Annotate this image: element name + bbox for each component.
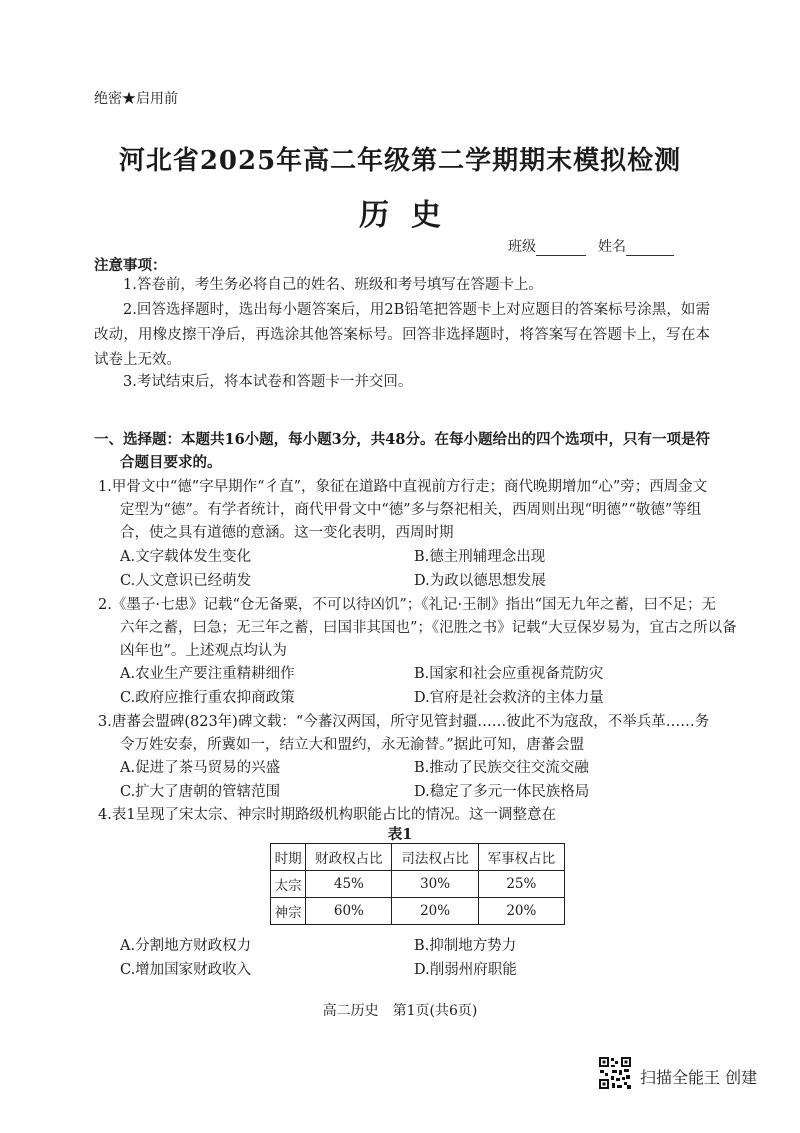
table-header-cell: 时期 <box>271 844 306 871</box>
question-2-option-d: D.官府是社会救济的主体力量 <box>414 690 604 706</box>
class-label: 班级 <box>508 239 536 255</box>
notice-item: 2.回答选择题时，选出每小题答案后，用2B铅笔把答题卡上对应题目的答案标号涂黑，如需改动，用橡皮擦干净后，再选涂其他答案标号。回答非选择题时，将答案写在答题卡上，写在本试卷上无效。 <box>94 302 710 368</box>
question-2-stem: 2.《墨子·七患》记载“仓无备粟，不可以待凶饥”；《礼记·王制》指出“国无九年之蓄，曰不足；无 <box>98 597 717 613</box>
name-blank <box>626 241 674 256</box>
question-1-stem: 1.甲骨文中“德”字早期作“彳直”，象征在道路中直视前方行走；商代晚期增加“心”旁；西周金文 <box>98 479 708 495</box>
qr-code-icon <box>598 1056 632 1090</box>
question-1-option-b: B.德主刑辅理念出现 <box>414 549 546 565</box>
question-2-stem: 六年之蓄，曰急；无三年之蓄，曰国非其国也”；《氾胜之书》记载“大豆保岁易为，宜古之所以备 <box>120 620 737 636</box>
table-row <box>271 871 565 898</box>
qr-code-graphic <box>598 1056 632 1090</box>
table-cell: 太宗 <box>271 871 306 898</box>
question-2-option-a: A.农业生产要注重精耕细作 <box>120 666 295 682</box>
page-footer: 高二历史 第1页(共6页) <box>322 1003 478 1019</box>
table-cell: 25% <box>478 871 564 898</box>
table-caption: 表1 <box>387 826 413 843</box>
subject-title: 历史 <box>359 198 463 233</box>
table-cell: 60% <box>306 898 392 925</box>
question-1-stem: 定型为“德”。有学者统计，商代甲骨文中“德”多与祭祀相关，西周则出现“明德”“敬德”等组 <box>120 502 702 518</box>
class-blank <box>536 241 586 256</box>
question-3-option-b: B.推动了民族交往交流交融 <box>414 760 589 776</box>
name-label: 姓名 <box>598 239 626 255</box>
question-2-option-b: B.国家和社会应重视备荒防灾 <box>414 666 604 682</box>
question-3-option-a: A.促进了茶马贸易的兴盛 <box>120 760 281 776</box>
table-cell: 神宗 <box>271 898 306 925</box>
class-field <box>508 236 586 256</box>
scanner-watermark: 扫描全能王 创建 <box>640 1068 758 1087</box>
section-heading-cont: 合题目要求的。 <box>120 454 222 471</box>
data-table <box>270 843 565 925</box>
question-1-stem: 合，使之具有道德的意涵。这一变化表明，西周时期 <box>120 525 454 541</box>
notice-heading: 注意事项： <box>94 257 167 274</box>
confidential-label: 绝密★启用前 <box>94 91 178 107</box>
question-2-stem: 凶年也”。上述观点均认为 <box>120 643 287 659</box>
question-4-option-a: A.分割地方财政权力 <box>120 938 252 954</box>
table-header-row <box>271 844 565 871</box>
exam-title: 河北省2025年高二年级第二学期期末模拟检测 <box>118 146 682 176</box>
question-1-option-c: C.人文意识已经萌发 <box>120 573 252 589</box>
table-cell: 20% <box>478 898 564 925</box>
question-3-stem: 令万姓安泰，所冀如一，结立大和盟约，永无渝替。”据此可知，唐蕃会盟 <box>120 737 585 753</box>
question-3-option-c: C.扩大了唐朝的管辖范围 <box>120 784 281 800</box>
table-cell: 45% <box>306 871 392 898</box>
question-1-option-a: A.文字载体发生变化 <box>120 549 252 565</box>
question-3-option-d: D.稳定了多元一体民族格局 <box>414 784 590 800</box>
name-field <box>598 236 674 256</box>
table-header-cell: 财政权占比 <box>306 844 392 871</box>
question-2-option-c: C.政府应推行重农抑商政策 <box>120 690 295 706</box>
section-heading: 一、选择题：本题共16小题，每小题3分，共48分。在每小题给出的四个选项中，只有一项是符 <box>94 431 710 448</box>
question-1-option-d: D.为政以德思想发展 <box>414 573 546 589</box>
table-header-cell: 司法权占比 <box>392 844 478 871</box>
question-4-option-c: C.增加国家财政收入 <box>120 962 252 978</box>
question-4-option-b: B.抑制地方势力 <box>414 938 517 954</box>
notice-item: 1.答卷前，考生务必将自己的姓名、班级和考号填写在答题卡上。 <box>123 277 543 293</box>
table-cell: 20% <box>392 898 478 925</box>
question-4-option-d: D.削弱州府职能 <box>414 962 517 978</box>
question-3-stem: 3.唐蕃会盟碑(823年)碑文载：“今蕃汉两国，所守见管封疆……彼此不为寇敌，不举兵革……务 <box>98 714 710 730</box>
notice-item: 3.考试结束后，将本试卷和答题卡一并交回。 <box>123 374 413 390</box>
table-header-cell: 军事权占比 <box>478 844 564 871</box>
table-row <box>271 898 565 925</box>
question-4-stem: 4.表1呈现了宋太宗、神宗时期路级机构职能占比的情况。这一调整意在 <box>98 807 557 823</box>
table-cell: 30% <box>392 871 478 898</box>
